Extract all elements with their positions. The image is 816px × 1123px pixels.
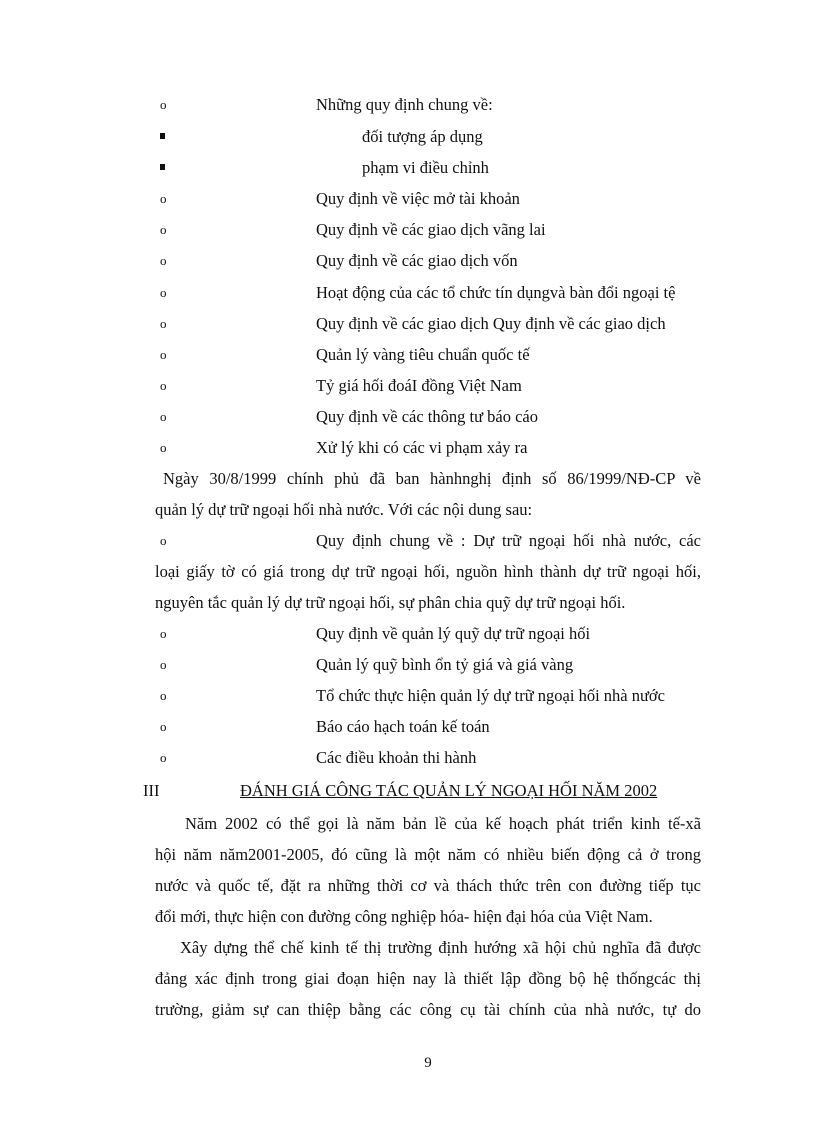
paragraph-line: hội năm năm2001-2005, đó cũng là một năm có nhiều biến động cả ở trong bbox=[155, 845, 701, 864]
list-item: Quản lý vàng tiêu chuẩn quốc tế bbox=[316, 345, 530, 364]
circle-bullet-icon: o bbox=[160, 316, 167, 331]
circle-bullet-icon: o bbox=[160, 688, 167, 703]
circle-bullet-icon: o bbox=[160, 750, 167, 765]
sub-list-item: phạm vi điều chỉnh bbox=[362, 158, 489, 177]
list-item: Quản lý quỹ bình ổn tỷ giá và giá vàng bbox=[316, 655, 574, 674]
list-item: Tổ chức thực hiện quản lý dự trữ ngoại hối nhà nước bbox=[316, 686, 665, 705]
square-bullet-icon bbox=[160, 164, 165, 170]
circle-bullet-icon: o bbox=[160, 347, 167, 362]
decree-line-1: Ngày 30/8/1999 chính phủ đã ban hànhnghị định số 86/1999/NĐ-CP về bbox=[163, 469, 701, 488]
list-item: Quy định về việc mở tài khoản bbox=[316, 189, 520, 208]
section-title: ĐÁNH GIÁ CÔNG TÁC QUẢN LÝ NGOẠI HỐI NĂM 2002 bbox=[240, 781, 658, 800]
circle-bullet-icon: o bbox=[160, 409, 167, 424]
paragraph-line: trường, giảm sự can thiệp bằng các công cụ tài chính của nhà nước, tự do bbox=[155, 1000, 701, 1019]
list-item: Báo cáo hạch toán kế toán bbox=[316, 717, 490, 736]
decree-line-2: quản lý dự trữ ngoại hối nhà nước. Với các nội dung sau: bbox=[155, 500, 533, 519]
list-item: Quy định về các thông tư báo cáo bbox=[316, 407, 539, 426]
list-item-first: Quy định chung về : Dự trữ ngoại hối nhà nước, các bbox=[316, 531, 701, 550]
circle-bullet-icon: o bbox=[160, 191, 167, 206]
list-item: Xử lý khi có các vi phạm xảy ra bbox=[316, 438, 528, 457]
list-intro: Những quy định chung về: bbox=[316, 95, 493, 114]
list-item-continuation: loại giấy tờ có giá trong dự trữ ngoại hối, nguồn hình thành dự trữ ngoại hối, bbox=[155, 562, 701, 581]
square-bullet-icon bbox=[160, 133, 165, 139]
list-item: Quy định về các giao dịch vốn bbox=[316, 251, 518, 270]
paragraph-line: Xây dựng thể chế kinh tế thị trường định hướng xã hội chủ nghĩa đã được bbox=[180, 938, 701, 957]
list-item-continuation: nguyên tắc quản lý dự trữ ngoại hối, sự phân chia quỹ dự trữ ngoại hối. bbox=[155, 593, 626, 612]
list-item: Quy định về quản lý quỹ dự trữ ngoại hối bbox=[316, 624, 591, 643]
circle-bullet-icon: o bbox=[160, 626, 167, 641]
list-item: Tỷ giá hối đoáI đồng Việt Nam bbox=[316, 376, 522, 395]
list-item: Quy định về các giao dịch Quy định về các giao dịch bbox=[316, 314, 666, 333]
circle-bullet-icon: o bbox=[160, 285, 167, 300]
circle-bullet-icon: o bbox=[160, 719, 167, 734]
circle-bullet-icon: o bbox=[160, 222, 167, 237]
page-number: 9 bbox=[424, 1055, 432, 1071]
list-item: Các điều khoản thi hành bbox=[316, 748, 477, 767]
circle-bullet-icon: o bbox=[160, 533, 167, 548]
paragraph-line: nước và quốc tế, đặt ra những thời cơ và thách thức trên con đường tiếp tục bbox=[155, 876, 701, 895]
list-item: Quy định về các giao dịch vãng lai bbox=[316, 220, 546, 239]
circle-bullet-icon: o bbox=[160, 253, 167, 268]
paragraph-line: Năm 2002 có thể gọi là năm bản lề của kế hoạch phát triển kinh tế-xã bbox=[185, 814, 701, 833]
circle-bullet-icon: o bbox=[160, 378, 167, 393]
circle-bullet-icon: o bbox=[160, 97, 167, 112]
list-item: Hoạt động của các tổ chức tín dụngvà bàn đổi ngoại tệ bbox=[316, 283, 676, 302]
paragraph-line: đổi mới, thực hiện con đường công nghiệp hóa- hiện đại hóa của Việt Nam. bbox=[155, 907, 653, 926]
sub-list-item: đối tượng áp dụng bbox=[362, 127, 483, 146]
circle-bullet-icon: o bbox=[160, 657, 167, 672]
section-number: III bbox=[143, 781, 160, 800]
paragraph-line: đảng xác định trong giai đoạn hiện nay là thiết lập đồng bộ hệ thốngcác thị bbox=[155, 969, 701, 988]
circle-bullet-icon: o bbox=[160, 440, 167, 455]
